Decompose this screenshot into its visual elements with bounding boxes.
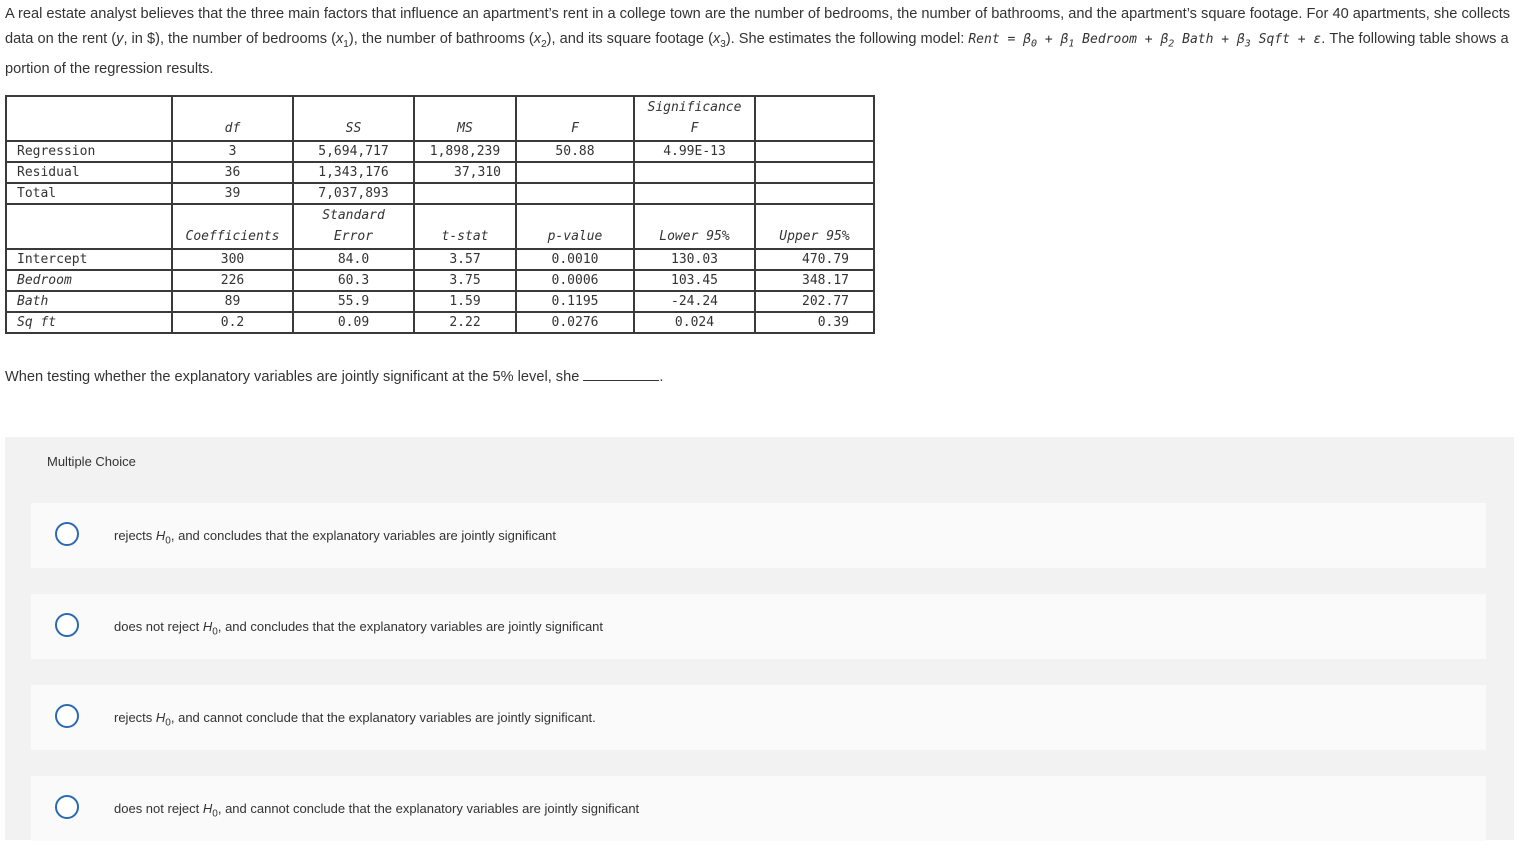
anova-header-blank	[755, 96, 874, 141]
choice-post: , and cannot conclude that the explanatory variables are jointly significant.	[170, 710, 596, 725]
intro-text-4: ), and its square footage (	[546, 31, 713, 47]
multiple-choice-title: Multiple Choice	[47, 454, 136, 469]
coef-header-lower: Lower 95%	[634, 204, 755, 249]
coef-header-row	[6, 204, 874, 249]
lower-cell: 130.03	[634, 249, 755, 270]
question-intro	[5, 2, 1520, 82]
intro-text-6: . The following table shows a portion of the regression results.	[5, 31, 1509, 77]
se-cell: 84.0	[293, 249, 414, 270]
coef-cell: 89	[172, 291, 293, 312]
coef-row-intercept	[6, 249, 874, 270]
coef-header-empty	[6, 204, 172, 249]
choice-pre: does not reject	[114, 801, 203, 816]
choice-h-sub: 0	[212, 626, 218, 638]
sigf-cell	[634, 183, 755, 204]
model-sub-3: 3	[1244, 38, 1251, 50]
anova-row-total	[6, 183, 874, 204]
intro-text-3: ), the number of bathrooms (	[348, 31, 534, 47]
choice-h-sub: 0	[165, 717, 171, 729]
choice-text[interactable]	[114, 594, 603, 665]
coef-row-bath	[6, 291, 874, 312]
multiple-choice-panel	[5, 437, 1514, 840]
choice-option-4[interactable]	[31, 776, 1486, 841]
ms-cell: 1,898,239	[414, 141, 516, 162]
anova-header-sigf: Significance F	[634, 96, 755, 141]
upper-cell: 202.77	[755, 291, 874, 312]
row-label: Bedroom	[6, 270, 172, 291]
row-label: Sq ft	[6, 312, 172, 333]
var-x2: x	[533, 31, 542, 47]
f-cell	[516, 162, 634, 183]
p-cell: 0.1195	[516, 291, 634, 312]
choice-h-sub: 0	[212, 808, 218, 820]
radio-button[interactable]	[55, 613, 79, 637]
coef-row-sqft	[6, 312, 874, 333]
empty-cell	[755, 183, 874, 204]
lower-cell: 0.024	[634, 312, 755, 333]
coef-header-tstat: t-stat	[414, 204, 516, 249]
sigf-cell: 4.99E-13	[634, 141, 755, 162]
choice-pre: rejects	[114, 528, 156, 543]
anova-header-empty	[6, 96, 172, 141]
empty-cell	[755, 141, 874, 162]
intro-text-1: A real estate analyst believes that the three main factors that influence an apartment’s rent in a college town are the number of bedrooms, the number of bathrooms, and the apartment’s square footage. For 40 apartments, she collects data on the rent (	[5, 6, 1511, 47]
question-prompt	[5, 366, 663, 385]
se-cell: 0.09	[293, 312, 414, 333]
choice-h-sub: 0	[165, 535, 171, 547]
upper-cell: 348.17	[755, 270, 874, 291]
df-cell: 3	[172, 141, 293, 162]
model-sub-1: 1	[1068, 38, 1075, 50]
choice-post: , and cannot conclude that the explanatory variables are jointly significant	[217, 801, 640, 816]
anova-header-f: F	[516, 96, 634, 141]
row-label: Bath	[6, 291, 172, 312]
var-x2-sub: 2	[541, 38, 547, 50]
model-part-2: + β	[1037, 32, 1069, 47]
choice-option-1[interactable]	[31, 503, 1486, 568]
model-part-4: Bath + β	[1174, 32, 1245, 47]
model-sub-0: 0	[1030, 38, 1038, 50]
coef-cell: 0.2	[172, 312, 293, 333]
coef-header-upper: Upper 95%	[755, 204, 874, 249]
anova-header-ss: SS	[293, 96, 414, 141]
anova-header-row	[6, 96, 874, 141]
ss-cell: 1,343,176	[293, 162, 414, 183]
model-sub-2: 2	[1168, 38, 1175, 50]
radio-button[interactable]	[55, 704, 79, 728]
lower-cell: -24.24	[634, 291, 755, 312]
coef-header-se: Standard Error	[293, 204, 414, 249]
t-cell: 3.75	[414, 270, 516, 291]
choice-h: H	[202, 801, 213, 816]
ms-cell: 37,310	[414, 162, 516, 183]
intro-text-2: , in $), the number of bedrooms (	[123, 31, 336, 47]
var-y: y	[116, 31, 124, 47]
p-cell: 0.0276	[516, 312, 634, 333]
model-part-5: Sqft + ε	[1250, 32, 1322, 47]
row-label: Regression	[6, 141, 172, 162]
radio-button[interactable]	[55, 522, 79, 546]
choice-pre: rejects	[114, 710, 156, 725]
answer-blank	[583, 366, 659, 381]
upper-cell: 0.39	[755, 312, 874, 333]
coef-header-pvalue: p-value	[516, 204, 634, 249]
f-cell	[516, 183, 634, 204]
t-cell: 3.57	[414, 249, 516, 270]
choice-text[interactable]	[114, 685, 596, 756]
f-cell: 50.88	[516, 141, 634, 162]
p-cell: 0.0006	[516, 270, 634, 291]
row-label: Intercept	[6, 249, 172, 270]
coef-header-coefficients: Coefficients	[172, 204, 293, 249]
choice-h: H	[155, 710, 166, 725]
t-cell: 1.59	[414, 291, 516, 312]
ss-cell: 5,694,717	[293, 141, 414, 162]
choice-post: , and concludes that the explanatory variables are jointly significant	[170, 528, 557, 543]
choice-h: H	[202, 619, 213, 634]
choice-text[interactable]	[114, 776, 639, 847]
upper-cell: 470.79	[755, 249, 874, 270]
se-cell: 60.3	[293, 270, 414, 291]
ss-cell: 7,037,893	[293, 183, 414, 204]
choice-post: , and concludes that the explanatory variables are jointly significant	[217, 619, 604, 634]
lower-cell: 103.45	[634, 270, 755, 291]
choice-option-2[interactable]	[31, 594, 1486, 659]
anova-row-regression	[6, 141, 874, 162]
model-part-1: Rent = β	[968, 32, 1031, 47]
empty-cell	[755, 162, 874, 183]
sigf-cell	[634, 162, 755, 183]
var-x3: x	[712, 31, 721, 47]
var-x1-sub: 1	[343, 38, 349, 50]
var-x3-sub: 3	[720, 38, 726, 50]
choice-option-3[interactable]	[31, 685, 1486, 750]
se-cell: 55.9	[293, 291, 414, 312]
choice-h: H	[155, 528, 166, 543]
coef-row-bedroom	[6, 270, 874, 291]
anova-header-df: df	[172, 96, 293, 141]
question-text: When testing whether the explanatory variables are jointly significant at the 5% level, she	[5, 369, 584, 385]
anova-header-ms: MS	[414, 96, 516, 141]
anova-row-residual	[6, 162, 874, 183]
radio-button[interactable]	[55, 795, 79, 819]
t-cell: 2.22	[414, 312, 516, 333]
model-part-3: Bedroom + β	[1074, 32, 1169, 47]
var-x1: x	[335, 31, 344, 47]
row-label: Total	[6, 183, 172, 204]
ms-cell	[414, 183, 516, 204]
df-cell: 39	[172, 183, 293, 204]
coef-cell: 300	[172, 249, 293, 270]
question-end: .	[659, 369, 664, 385]
p-cell: 0.0010	[516, 249, 634, 270]
model-equation	[968, 32, 1322, 50]
regression-table	[5, 95, 875, 334]
coef-cell: 226	[172, 270, 293, 291]
choice-text[interactable]	[114, 503, 556, 574]
choice-pre: does not reject	[114, 619, 203, 634]
row-label: Residual	[6, 162, 172, 183]
df-cell: 36	[172, 162, 293, 183]
intro-text-5: ). She estimates the following model:	[725, 31, 969, 47]
